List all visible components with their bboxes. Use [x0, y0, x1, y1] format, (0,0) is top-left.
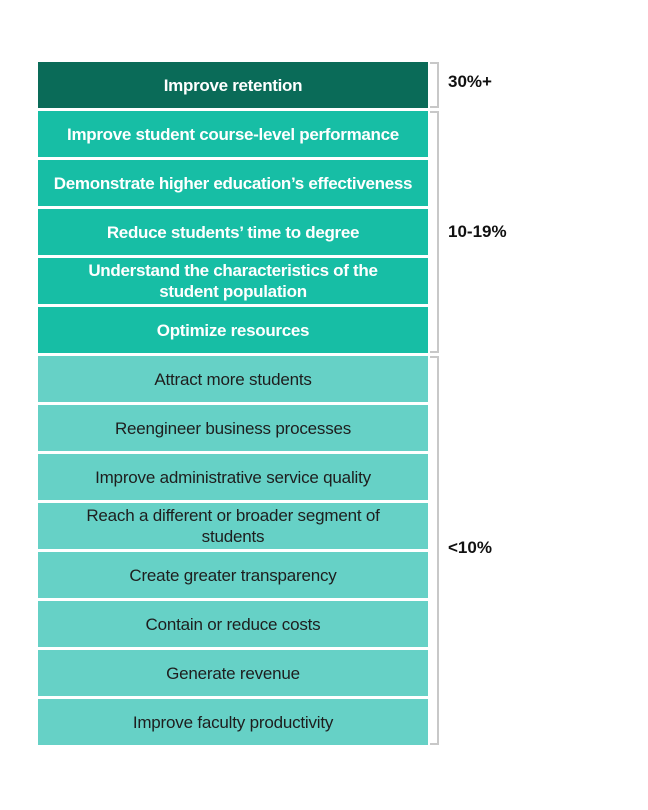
goal-time-to-degree — [38, 209, 428, 255]
goal-label: Improve retention — [163, 75, 303, 95]
tier-3-label: <10% — [448, 538, 492, 557]
goal-label: Improve faculty productivity — [132, 712, 334, 732]
goal-label: Contain or reduce costs — [145, 614, 321, 634]
goal-student-population — [38, 258, 428, 304]
bracket-tier-2 — [430, 111, 439, 353]
goal-faculty-productivity — [38, 699, 428, 745]
goal-generate-revenue — [38, 650, 428, 696]
goal-label: Demonstrate higher education’s effectiveness — [53, 173, 413, 193]
goal-improve-retention — [38, 62, 428, 108]
goal-label: Attract more students — [154, 369, 312, 389]
goal-label: Reduce students’ time to degree — [106, 222, 360, 242]
goal-optimize-resources — [38, 307, 428, 353]
goal-label: Create greater transparency — [129, 565, 337, 585]
bracket-tier-1 — [430, 62, 439, 108]
goal-demonstrate-effectiveness — [38, 160, 428, 206]
goal-transparency — [38, 552, 428, 598]
goal-broader-segment — [38, 503, 428, 549]
goal-attract-students — [38, 356, 428, 402]
goal-contain-costs — [38, 601, 428, 647]
goal-admin-service-quality — [38, 454, 428, 500]
goal-label: Improve student course-level performance — [67, 124, 399, 144]
goal-label: Improve administrative service quality — [95, 467, 371, 487]
goal-label: Generate revenue — [166, 663, 300, 683]
goal-label: Understand the characteristics of the student population — [88, 261, 378, 301]
goal-label: Reengineer business processes — [114, 418, 352, 438]
tier-2-label: 10-19% — [448, 222, 507, 241]
tier-1-label: 30%+ — [448, 72, 492, 91]
goal-course-performance — [38, 111, 428, 157]
goal-label: Optimize resources — [156, 320, 310, 340]
bracket-tier-3 — [430, 356, 439, 745]
goal-label: Reach a different or broader segment of students — [86, 506, 380, 546]
goal-reengineer-processes — [38, 405, 428, 451]
